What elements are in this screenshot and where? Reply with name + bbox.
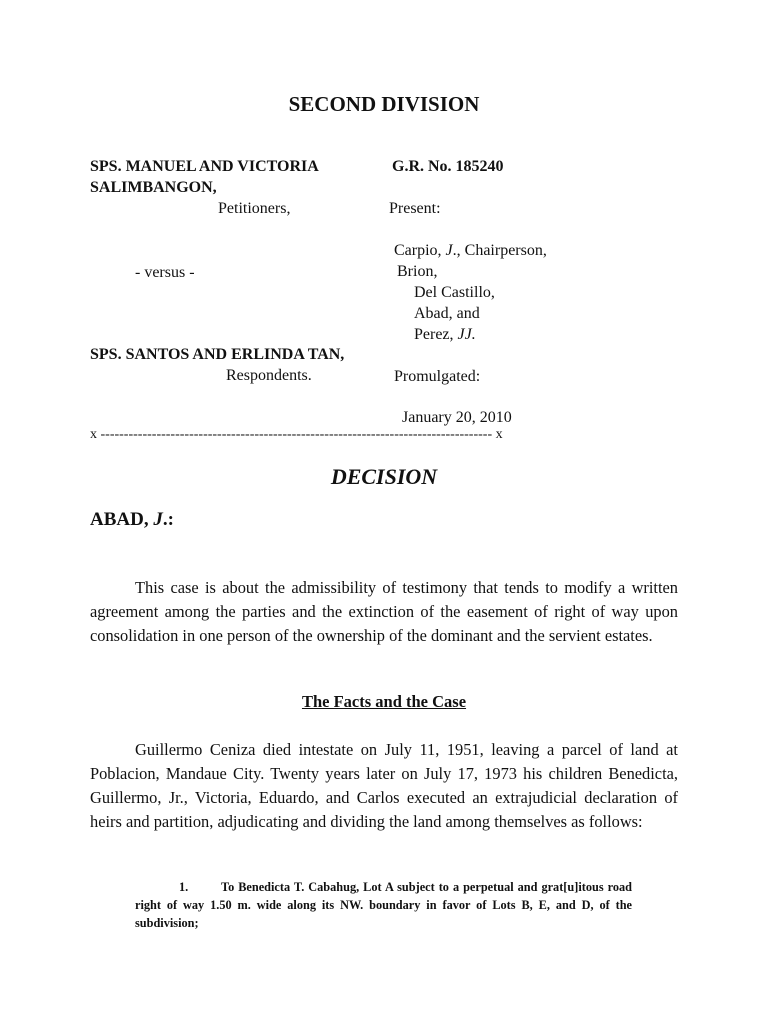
respondents-name: SPS. SANTOS AND ERLINDA TAN, <box>90 346 345 363</box>
partition-quote-text: To Benedicta T. Cabahug, Lot A subject to a perpetual and grat[u]itous road right of way 1.50 m. wide along its NW. boundary in favor of Lots B, E, and D, of the subdivision; <box>135 880 632 930</box>
partition-quote-number: 1. <box>179 880 189 894</box>
justice-del-castillo: Del Castillo, <box>414 284 495 301</box>
justice-perez-title: JJ. <box>457 326 476 343</box>
present-label: Present: <box>389 200 441 217</box>
versus-label: - versus - <box>135 264 195 281</box>
justice-carpio-name: Carpio, <box>394 242 446 259</box>
justice-carpio-suffix: ., Chairperson, <box>452 242 547 259</box>
justice-brion: Brion, <box>397 263 438 280</box>
justice-carpio-title: J <box>445 242 453 259</box>
case-number: G.R. No. 185240 <box>392 158 504 175</box>
justice-carpio <box>394 240 547 261</box>
justice-perez <box>414 324 476 345</box>
facts-section-heading: The Facts and the Case <box>301 692 467 711</box>
partition-quote <box>135 878 632 932</box>
division-heading: SECOND DIVISION <box>288 92 480 116</box>
ponente-name: ABAD, <box>90 509 154 530</box>
justice-perez-name: Perez, <box>414 326 458 343</box>
caption-divider: x ------------------------------------------------------------------------------------ x <box>90 427 503 442</box>
ponente-title: J <box>153 509 163 530</box>
justice-abad: Abad, and <box>414 305 480 322</box>
promulgated-label: Promulgated: <box>394 368 481 385</box>
promulgated-date: January 20, 2010 <box>402 409 512 426</box>
ponente-line <box>90 509 174 531</box>
ponente-suffix: .: <box>162 509 174 530</box>
petitioners-name-line1: SPS. MANUEL AND VICTORIA <box>90 158 319 175</box>
petitioners-role: Petitioners, <box>218 200 291 217</box>
decision-heading: DECISION <box>330 464 438 489</box>
petitioners-name-line2: SALIMBANGON, <box>90 179 217 196</box>
facts-paragraph: Guillermo Ceniza died intestate on July 11, 1951, leaving a parcel of land at Poblacion, Mandaue City. Twenty years later on July 17, 1973 his children Benedicta, Guillermo, Jr., Victoria, Eduardo, and Carlos executed an extrajudicial declaration of heirs and partition, adjudicating and dividing the land among themselves as follows: <box>90 740 678 831</box>
respondents-role: Respondents. <box>226 367 312 384</box>
intro-paragraph: This case is about the admissibility of testimony that tends to modify a written agreement among the parties and the extinction of the easement of right of way upon consolidation in one person of the ownership of the dominant and the servient estates. <box>90 578 678 645</box>
